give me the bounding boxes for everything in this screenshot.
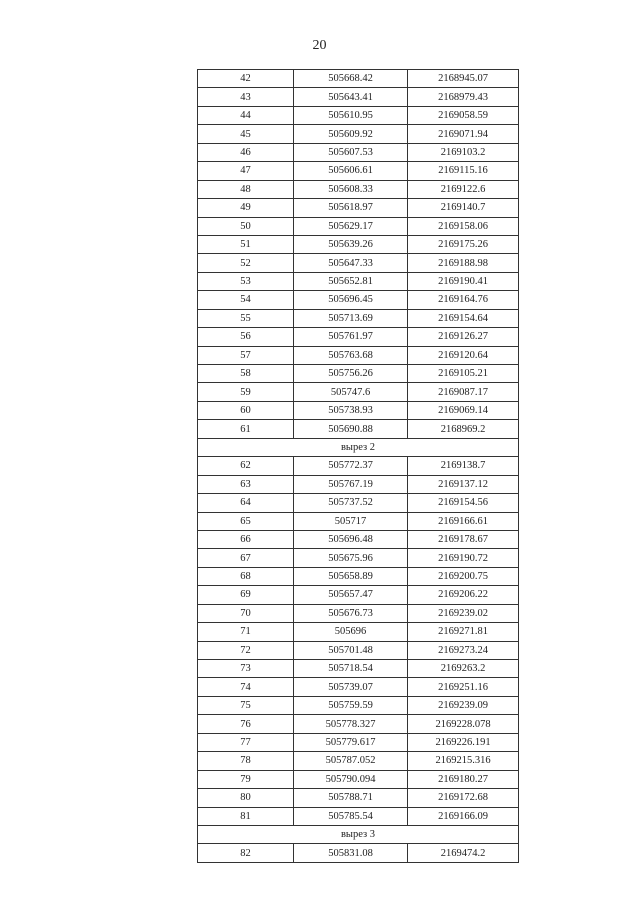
page-number: 20: [312, 38, 327, 53]
y-coordinate-cell: 2168979.43: [408, 88, 519, 106]
point-number-cell: 43: [198, 88, 294, 106]
point-number-cell: 75: [198, 696, 294, 714]
x-coordinate-cell: 505643.41: [294, 88, 408, 106]
table-row: [198, 217, 519, 235]
x-coordinate-cell: 505831.08: [294, 844, 408, 862]
y-coordinate-cell: 2169190.72: [408, 549, 519, 567]
point-number-cell: 71: [198, 623, 294, 641]
table-row: [198, 88, 519, 106]
y-coordinate-cell: 2169228.078: [408, 715, 519, 733]
y-coordinate-cell: 2169158.06: [408, 217, 519, 235]
x-coordinate-cell: 505652.81: [294, 272, 408, 290]
table-row: [198, 143, 519, 161]
point-number-cell: 64: [198, 494, 294, 512]
point-number-cell: 82: [198, 844, 294, 862]
point-number-cell: 63: [198, 475, 294, 493]
x-coordinate-cell: 505657.47: [294, 586, 408, 604]
point-number-cell: 66: [198, 530, 294, 548]
point-number-cell: 68: [198, 567, 294, 585]
x-coordinate-cell: 505763.68: [294, 346, 408, 364]
y-coordinate-cell: 2169137.12: [408, 475, 519, 493]
table-row: [198, 641, 519, 659]
x-coordinate-cell: 505609.92: [294, 125, 408, 143]
point-number-cell: 55: [198, 309, 294, 327]
table-row: [198, 844, 519, 862]
x-coordinate-cell: 505767.19: [294, 475, 408, 493]
table-row: [198, 70, 519, 88]
coordinates-table-body: [198, 70, 519, 863]
x-coordinate-cell: 505772.37: [294, 457, 408, 475]
x-coordinate-cell: 505696: [294, 623, 408, 641]
y-coordinate-cell: 2169271.81: [408, 623, 519, 641]
y-coordinate-cell: 2169126.27: [408, 328, 519, 346]
table-row: [198, 346, 519, 364]
x-coordinate-cell: 505747.6: [294, 383, 408, 401]
section-label: вырез 2: [198, 438, 519, 456]
point-number-cell: 44: [198, 106, 294, 124]
point-number-cell: 52: [198, 254, 294, 272]
point-number-cell: 53: [198, 272, 294, 290]
y-coordinate-cell: 2169251.16: [408, 678, 519, 696]
table-row: [198, 494, 519, 512]
y-coordinate-cell: 2169178.67: [408, 530, 519, 548]
table-row: [198, 254, 519, 272]
x-coordinate-cell: 505696.48: [294, 530, 408, 548]
table-row: [198, 715, 519, 733]
point-number-cell: 51: [198, 235, 294, 253]
point-number-cell: 42: [198, 70, 294, 88]
point-number-cell: 57: [198, 346, 294, 364]
x-coordinate-cell: 505606.61: [294, 162, 408, 180]
y-coordinate-cell: 2169058.59: [408, 106, 519, 124]
point-number-cell: 76: [198, 715, 294, 733]
y-coordinate-cell: 2169105.21: [408, 365, 519, 383]
x-coordinate-cell: 505647.33: [294, 254, 408, 272]
point-number-cell: 59: [198, 383, 294, 401]
table-row: [198, 752, 519, 770]
point-number-cell: 61: [198, 420, 294, 438]
table-row: [198, 328, 519, 346]
x-coordinate-cell: 505717: [294, 512, 408, 530]
y-coordinate-cell: 2169200.75: [408, 567, 519, 585]
y-coordinate-cell: 2169071.94: [408, 125, 519, 143]
section-row: [198, 438, 519, 456]
x-coordinate-cell: 505756.26: [294, 365, 408, 383]
x-coordinate-cell: 505690.88: [294, 420, 408, 438]
y-coordinate-cell: 2169069.14: [408, 401, 519, 419]
y-coordinate-cell: 2169115.16: [408, 162, 519, 180]
x-coordinate-cell: 505701.48: [294, 641, 408, 659]
table-row: [198, 623, 519, 641]
point-number-cell: 70: [198, 604, 294, 622]
y-coordinate-cell: 2169138.7: [408, 457, 519, 475]
point-number-cell: 46: [198, 143, 294, 161]
point-number-cell: 72: [198, 641, 294, 659]
table-row: [198, 678, 519, 696]
y-coordinate-cell: 2169120.64: [408, 346, 519, 364]
y-coordinate-cell: 2169215.316: [408, 752, 519, 770]
y-coordinate-cell: 2169474.2: [408, 844, 519, 862]
table-row: [198, 199, 519, 217]
x-coordinate-cell: 505739.07: [294, 678, 408, 696]
x-coordinate-cell: 505675.96: [294, 549, 408, 567]
x-coordinate-cell: 505759.59: [294, 696, 408, 714]
point-number-cell: 81: [198, 807, 294, 825]
x-coordinate-cell: 505713.69: [294, 309, 408, 327]
point-number-cell: 67: [198, 549, 294, 567]
y-coordinate-cell: 2169166.61: [408, 512, 519, 530]
x-coordinate-cell: 505738.93: [294, 401, 408, 419]
table-row: [198, 567, 519, 585]
section-row: [198, 825, 519, 843]
coordinates-table: [197, 69, 519, 863]
point-number-cell: 78: [198, 752, 294, 770]
x-coordinate-cell: 505618.97: [294, 199, 408, 217]
table-row: [198, 420, 519, 438]
table-row: [198, 235, 519, 253]
y-coordinate-cell: 2169164.76: [408, 291, 519, 309]
x-coordinate-cell: 505785.54: [294, 807, 408, 825]
x-coordinate-cell: 505629.17: [294, 217, 408, 235]
point-number-cell: 54: [198, 291, 294, 309]
table-row: [198, 807, 519, 825]
y-coordinate-cell: 2169166.09: [408, 807, 519, 825]
point-number-cell: 48: [198, 180, 294, 198]
table-row: [198, 696, 519, 714]
point-number-cell: 47: [198, 162, 294, 180]
y-coordinate-cell: 2169122.6: [408, 180, 519, 198]
table-row: [198, 309, 519, 327]
table-row: [198, 549, 519, 567]
x-coordinate-cell: 505787.052: [294, 752, 408, 770]
y-coordinate-cell: 2168969.2: [408, 420, 519, 438]
y-coordinate-cell: 2169263.2: [408, 660, 519, 678]
x-coordinate-cell: 505607.53: [294, 143, 408, 161]
y-coordinate-cell: 2169180.27: [408, 770, 519, 788]
table-row: [198, 365, 519, 383]
x-coordinate-cell: 505658.89: [294, 567, 408, 585]
point-number-cell: 50: [198, 217, 294, 235]
table-row: [198, 789, 519, 807]
point-number-cell: 62: [198, 457, 294, 475]
y-coordinate-cell: 2169087.17: [408, 383, 519, 401]
point-number-cell: 56: [198, 328, 294, 346]
point-number-cell: 74: [198, 678, 294, 696]
table-row: [198, 770, 519, 788]
point-number-cell: 65: [198, 512, 294, 530]
point-number-cell: 79: [198, 770, 294, 788]
x-coordinate-cell: 505696.45: [294, 291, 408, 309]
y-coordinate-cell: 2169188.98: [408, 254, 519, 272]
table-row: [198, 383, 519, 401]
y-coordinate-cell: 2169103.2: [408, 143, 519, 161]
x-coordinate-cell: 505718.54: [294, 660, 408, 678]
y-coordinate-cell: 2169154.64: [408, 309, 519, 327]
point-number-cell: 73: [198, 660, 294, 678]
table-row: [198, 733, 519, 751]
section-label: вырез 3: [198, 825, 519, 843]
table-row: [198, 512, 519, 530]
x-coordinate-cell: 505778.327: [294, 715, 408, 733]
table-row: [198, 125, 519, 143]
y-coordinate-cell: 2169140.7: [408, 199, 519, 217]
table-row: [198, 660, 519, 678]
table-row: [198, 291, 519, 309]
table-row: [198, 530, 519, 548]
point-number-cell: 80: [198, 789, 294, 807]
x-coordinate-cell: 505676.73: [294, 604, 408, 622]
table-row: [198, 457, 519, 475]
x-coordinate-cell: 505737.52: [294, 494, 408, 512]
y-coordinate-cell: 2169190.41: [408, 272, 519, 290]
table-row: [198, 106, 519, 124]
y-coordinate-cell: 2169206.22: [408, 586, 519, 604]
point-number-cell: 60: [198, 401, 294, 419]
y-coordinate-cell: 2169239.09: [408, 696, 519, 714]
table-row: [198, 604, 519, 622]
x-coordinate-cell: 505788.71: [294, 789, 408, 807]
point-number-cell: 49: [198, 199, 294, 217]
y-coordinate-cell: 2169175.26: [408, 235, 519, 253]
table-row: [198, 272, 519, 290]
point-number-cell: 45: [198, 125, 294, 143]
point-number-cell: 77: [198, 733, 294, 751]
table-row: [198, 475, 519, 493]
y-coordinate-cell: 2169226.191: [408, 733, 519, 751]
y-coordinate-cell: 2169273.24: [408, 641, 519, 659]
table-row: [198, 162, 519, 180]
x-coordinate-cell: 505790.094: [294, 770, 408, 788]
x-coordinate-cell: 505779.617: [294, 733, 408, 751]
y-coordinate-cell: 2168945.07: [408, 70, 519, 88]
y-coordinate-cell: 2169172.68: [408, 789, 519, 807]
point-number-cell: 69: [198, 586, 294, 604]
y-coordinate-cell: 2169154.56: [408, 494, 519, 512]
point-number-cell: 58: [198, 365, 294, 383]
table-row: [198, 401, 519, 419]
x-coordinate-cell: 505668.42: [294, 70, 408, 88]
y-coordinate-cell: 2169239.02: [408, 604, 519, 622]
table-row: [198, 180, 519, 198]
x-coordinate-cell: 505761.97: [294, 328, 408, 346]
x-coordinate-cell: 505608.33: [294, 180, 408, 198]
x-coordinate-cell: 505639.26: [294, 235, 408, 253]
x-coordinate-cell: 505610.95: [294, 106, 408, 124]
table-row: [198, 586, 519, 604]
